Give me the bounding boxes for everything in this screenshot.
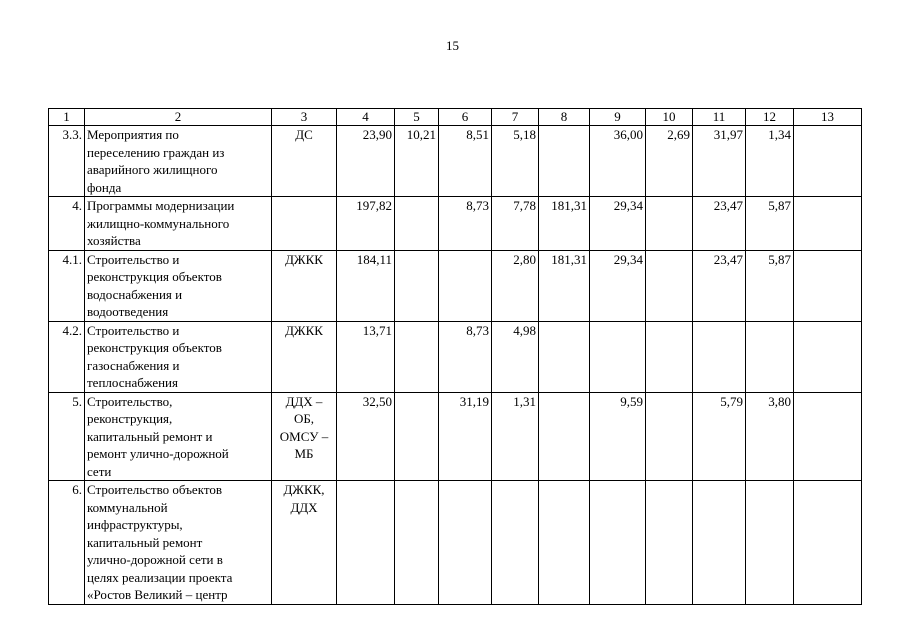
row-responsible: ДЖКК, ДДХ	[272, 481, 337, 605]
value-cell: 2,80	[492, 250, 539, 321]
row-number: 4.	[49, 197, 85, 251]
value-cell: 5,79	[693, 392, 746, 481]
value-cell: 7,78	[492, 197, 539, 251]
row-responsible: ДС	[272, 126, 337, 197]
table-row	[49, 197, 862, 251]
value-cell	[539, 321, 590, 392]
value-cell	[646, 481, 693, 605]
row-responsible: ДЖКК	[272, 321, 337, 392]
value-cell: 1,31	[492, 392, 539, 481]
row-responsible: ДЖКК	[272, 250, 337, 321]
value-cell: 29,34	[590, 197, 646, 251]
column-header: 10	[646, 109, 693, 126]
row-responsible	[272, 197, 337, 251]
row-name: Строительство объектов коммунальной инфраструктуры, капитальный ремонт улично-дорожной сети в целях реализации проекта «Ростов Великий – центр	[85, 481, 272, 605]
value-cell: 8,51	[439, 126, 492, 197]
value-cell	[794, 126, 862, 197]
value-cell	[395, 197, 439, 251]
value-cell: 10,21	[395, 126, 439, 197]
column-header: 1	[49, 109, 85, 126]
column-header: 4	[337, 109, 395, 126]
value-cell	[337, 481, 395, 605]
value-cell	[794, 392, 862, 481]
value-cell: 197,82	[337, 197, 395, 251]
value-cell: 13,71	[337, 321, 395, 392]
page-number: 15	[446, 38, 459, 53]
column-header: 3	[272, 109, 337, 126]
column-header: 11	[693, 109, 746, 126]
value-cell	[646, 392, 693, 481]
value-cell	[539, 481, 590, 605]
value-cell	[395, 321, 439, 392]
value-cell: 181,31	[539, 250, 590, 321]
value-cell: 184,11	[337, 250, 395, 321]
row-name: Строительство и реконструкция объектов водоснабжения и водоотведения	[85, 250, 272, 321]
column-header: 2	[85, 109, 272, 126]
data-table	[48, 108, 862, 605]
value-cell: 32,50	[337, 392, 395, 481]
row-responsible: ДДХ – ОБ, ОМСУ – МБ	[272, 392, 337, 481]
row-number: 6.	[49, 481, 85, 605]
column-header: 9	[590, 109, 646, 126]
value-cell	[439, 250, 492, 321]
value-cell	[794, 321, 862, 392]
value-cell	[746, 481, 794, 605]
value-cell	[395, 481, 439, 605]
value-cell	[539, 392, 590, 481]
column-header: 5	[395, 109, 439, 126]
column-header: 7	[492, 109, 539, 126]
value-cell: 5,18	[492, 126, 539, 197]
value-cell: 5,87	[746, 197, 794, 251]
value-cell	[693, 321, 746, 392]
value-cell: 8,73	[439, 197, 492, 251]
value-cell	[746, 321, 794, 392]
value-cell	[646, 250, 693, 321]
value-cell: 23,47	[693, 250, 746, 321]
value-cell	[646, 197, 693, 251]
row-name: Строительство и реконструкция объектов газоснабжения и теплоснабжения	[85, 321, 272, 392]
row-name: Строительство, реконструкция, капитальный ремонт и ремонт улично-дорожной сети	[85, 392, 272, 481]
value-cell: 4,98	[492, 321, 539, 392]
value-cell	[492, 481, 539, 605]
row-number: 4.2.	[49, 321, 85, 392]
value-cell	[539, 126, 590, 197]
value-cell	[439, 481, 492, 605]
value-cell: 36,00	[590, 126, 646, 197]
value-cell	[646, 321, 693, 392]
table-row	[49, 126, 862, 197]
row-number: 5.	[49, 392, 85, 481]
value-cell	[794, 250, 862, 321]
value-cell: 23,47	[693, 197, 746, 251]
column-header: 6	[439, 109, 492, 126]
table-row	[49, 321, 862, 392]
row-number: 4.1.	[49, 250, 85, 321]
value-cell: 23,90	[337, 126, 395, 197]
value-cell: 181,31	[539, 197, 590, 251]
row-name: Программы модернизации жилищно-коммунального хозяйства	[85, 197, 272, 251]
value-cell: 1,34	[746, 126, 794, 197]
column-header: 8	[539, 109, 590, 126]
value-cell	[794, 481, 862, 605]
column-header: 13	[794, 109, 862, 126]
value-cell: 31,19	[439, 392, 492, 481]
value-cell: 2,69	[646, 126, 693, 197]
table-row	[49, 250, 862, 321]
value-cell	[693, 481, 746, 605]
value-cell: 29,34	[590, 250, 646, 321]
value-cell	[590, 481, 646, 605]
value-cell	[590, 321, 646, 392]
value-cell: 3,80	[746, 392, 794, 481]
value-cell	[794, 197, 862, 251]
column-header: 12	[746, 109, 794, 126]
value-cell: 5,87	[746, 250, 794, 321]
value-cell: 9,59	[590, 392, 646, 481]
row-name: Мероприятия по переселению граждан из аварийного жилищного фонда	[85, 126, 272, 197]
row-number: 3.3.	[49, 126, 85, 197]
value-cell: 31,97	[693, 126, 746, 197]
header-row	[49, 109, 862, 126]
value-cell: 8,73	[439, 321, 492, 392]
table-row	[49, 481, 862, 605]
table-row	[49, 392, 862, 481]
value-cell	[395, 392, 439, 481]
value-cell	[395, 250, 439, 321]
